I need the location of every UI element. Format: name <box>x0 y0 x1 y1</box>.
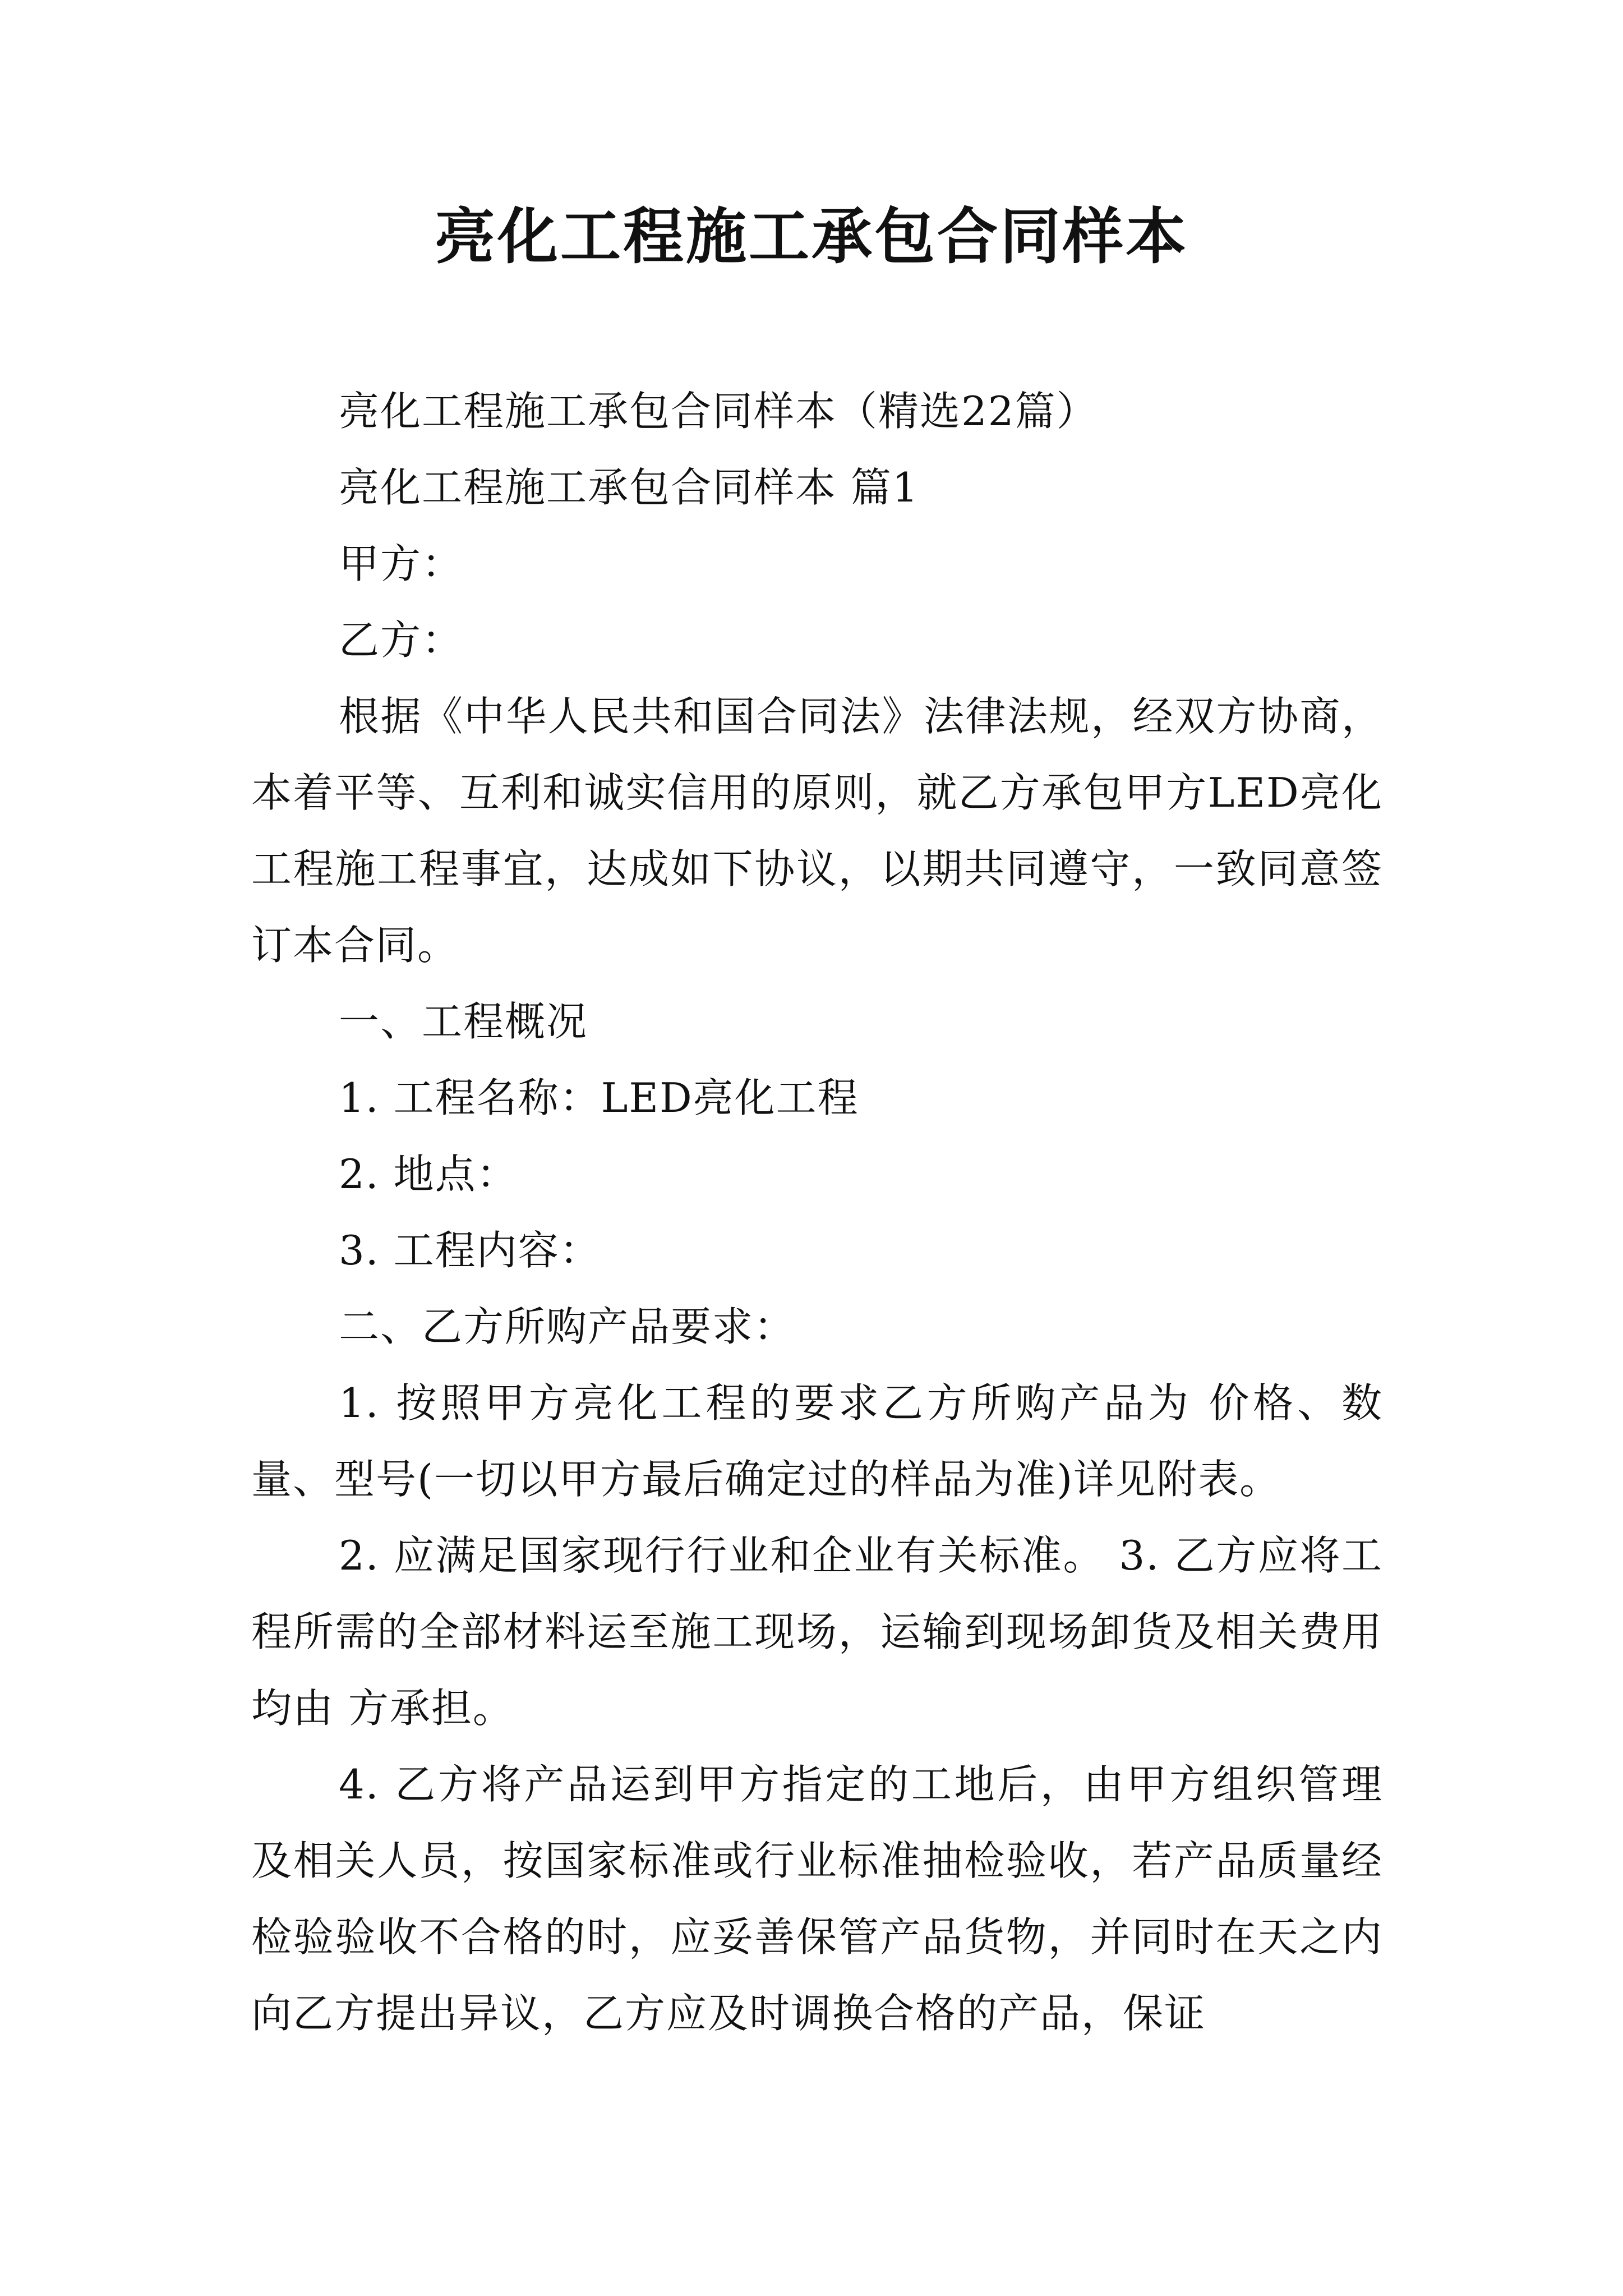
paragraph-preamble: 根据《中华人民共和国合同法》法律法规，经双方协商，本着平等、互利和诚实信用的原则，就乙方承包甲方LED亮化工程施工程事宜，达成如下协议，以期共同遵守，一致同意签订本合同。 <box>251 693 1383 969</box>
paragraph-heading-overview: 一、工程概况 <box>339 998 588 1045</box>
paragraph-party-b: 乙方： <box>339 616 464 664</box>
paragraph-subtitle: 亮化工程施工承包合同样本（精选22篇） <box>339 388 1098 435</box>
paragraph-project-content: 3. 工程内容： <box>339 1227 601 1274</box>
paragraph-party-a: 甲方： <box>339 540 464 587</box>
paragraph-inspection: 4. 乙方将产品运到甲方指定的工地后，由甲方组织管理及相关人员，按国家标准或行业标准抽检验收，若产品质量经检验验收不合格的时，应妥善保管产品货物，并同时在天之内向乙方提出异议，乙方应及时调换合格的产品，保证 <box>251 1761 1383 2037</box>
document-body <box>251 373 1383 2051</box>
document-title: 亮化工程施工承包合同样本 <box>434 201 1188 272</box>
paragraph-location: 2. 地点： <box>339 1151 518 1198</box>
paragraph-standards-transport: 2. 应满足国家现行行业和企业有关标准。 3. 乙方应将工程所需的全部材料运至施工现场，运输到现场卸货及相关费用均由 方承担。 <box>251 1532 1383 1732</box>
paragraph-section-heading: 亮化工程施工承包合同样本 篇1 <box>339 464 919 511</box>
paragraph-project-name: 1. 工程名称：LED亮化工程 <box>339 1074 859 1121</box>
paragraph-heading-products: 二、乙方所购产品要求： <box>339 1303 796 1350</box>
paragraph-product-spec: 1. 按照甲方亮化工程的要求乙方所购产品为 价格、数量、型号(一切以甲方最后确定过的样品为准)详见附表。 <box>251 1379 1383 1503</box>
